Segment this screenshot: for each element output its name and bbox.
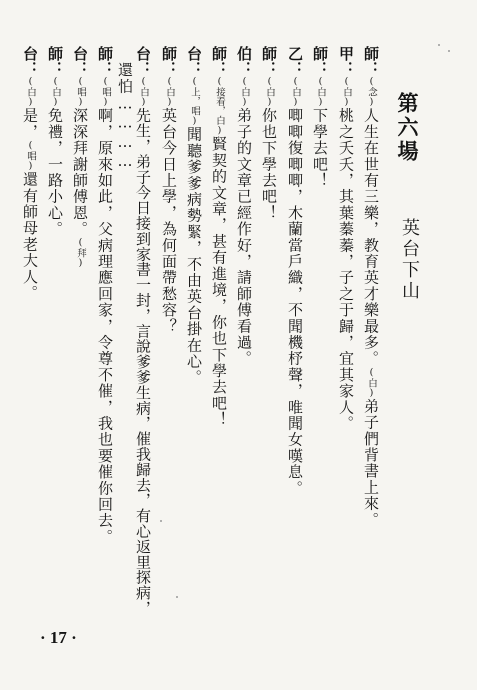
line-text: 你也下學去吧！ [260, 107, 278, 221]
dialogue-line [337, 46, 355, 432]
line-text: 是， [21, 107, 39, 140]
dialogue-line [286, 46, 304, 496]
print-speck [448, 50, 450, 52]
print-speck [438, 44, 440, 46]
line-text: 桃之夭夭，其葉蓁蓁，子之于歸，宜其家人。 [337, 107, 355, 432]
stage-direction: (唱) [100, 76, 111, 108]
dialogue-line [116, 62, 134, 171]
stage-direction: (白) [341, 76, 352, 108]
stage-direction: (念) [366, 76, 377, 108]
stage-direction: (白) [239, 76, 250, 108]
line-text: 下學去吧！ [311, 107, 329, 189]
line-text: 啊，原來如此，父病理應回家，令尊不催，我也要催你回去。 [96, 107, 114, 545]
line-text: 唧唧復唧唧，木蘭當戶織，不聞機杼聲，唯聞女嘆息。 [286, 107, 304, 497]
dialogue-line [185, 46, 203, 386]
stage-direction: (白) [164, 76, 175, 108]
dialogue-line [134, 46, 152, 616]
page-number: · 17 · [40, 628, 77, 647]
scene-subtitle: 英台下山 [399, 218, 420, 302]
scene-title: 第六場 [395, 92, 420, 164]
speaker-label: 師： [160, 46, 178, 76]
stage-direction: (白) [290, 76, 301, 108]
line-text: 英台今日上學，為何面帶愁容？ [160, 107, 178, 335]
line-text: 弟子們背書上來。 [362, 398, 380, 528]
dialogue-line [210, 46, 228, 428]
speaker-label: 甲： [337, 46, 355, 76]
speaker-label: 伯： [235, 46, 253, 76]
stage-direction: (白) [366, 366, 377, 399]
speaker-label: 台： [134, 46, 152, 76]
speaker-label: 乙： [286, 46, 304, 76]
stage-direction: (接看，白) [214, 76, 225, 136]
stage-direction: (上，唱) [189, 76, 200, 127]
dialogue-line [160, 46, 178, 334]
line-text: 還有師母老大人。 [21, 171, 39, 302]
line-text: 先生，弟子今日接到家書一封，言說爹爹生病，催我歸去，有心返里探病， [134, 107, 152, 616]
speaker-label: 師： [260, 46, 278, 76]
stage-direction: (唱) [25, 139, 36, 172]
speaker-label: 台： [71, 46, 89, 76]
line-text: 人生在世有三樂，教育英才樂最多。 [362, 107, 380, 367]
line-text: 聞聽爹爹病勢緊，不由英台掛在心。 [185, 126, 203, 386]
dialogue-line [46, 46, 64, 237]
line-text: 還怕………… [116, 62, 134, 172]
dialogue-line [21, 46, 39, 301]
dialogue-line [260, 46, 278, 221]
speaker-label: 師： [46, 46, 64, 76]
stage-direction: (白) [264, 76, 275, 108]
stage-direction: (白) [25, 76, 36, 108]
dialogue-line [235, 46, 253, 367]
dialogue-line [311, 46, 329, 189]
dialogue-line [362, 46, 380, 528]
speaker-label: 台： [185, 46, 203, 76]
stage-direction: (唱) [75, 76, 86, 108]
stage-direction: (白) [138, 76, 149, 108]
print-speck [160, 520, 162, 522]
speaker-label: 師： [210, 46, 228, 76]
stage-direction: (拜) [75, 237, 86, 269]
stage-direction: (白) [50, 76, 61, 108]
line-text: 賢契的文章，甚有進境，你也下學去吧！ [210, 136, 228, 428]
speaker-label: 台： [21, 46, 39, 76]
print-speck [176, 596, 178, 598]
line-text: 弟子的文章已經作好，請師傅看過。 [235, 107, 253, 367]
line-text: 免禮，一路小心。 [46, 107, 64, 238]
speaker-label: 師： [362, 46, 380, 76]
speaker-label: 師： [96, 46, 114, 76]
stage-direction: (白) [315, 76, 326, 108]
line-text: 深深拜謝師傅恩。 [71, 107, 89, 238]
dialogue-line [71, 46, 89, 269]
speaker-label: 師： [311, 46, 329, 76]
dialogue-line [96, 46, 114, 545]
